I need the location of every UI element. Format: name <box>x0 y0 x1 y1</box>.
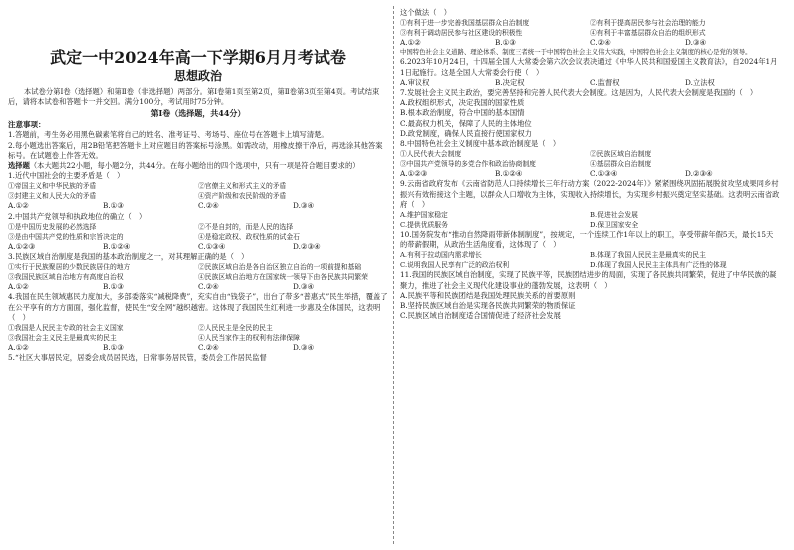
choice: A.①② <box>400 38 421 48</box>
option: ①我国是人民民主专政的社会主义国家 <box>8 324 124 333</box>
option: ④基层群众自治制度 <box>590 160 652 169</box>
option: ③有利于调动居民参与社区建设的积极性 <box>400 29 523 38</box>
choice-row <box>8 201 388 211</box>
choice: D.体现了我国人民民主主体具有广泛性的体现 <box>590 261 727 270</box>
choice: A.审议权 <box>400 77 430 87</box>
choice: A.①② <box>8 343 29 353</box>
choice: D.②③④ <box>293 241 321 251</box>
question-9 <box>400 179 780 230</box>
option: ①是中国历史发展的必然选择 <box>8 222 97 231</box>
option: ①人民代表大会制度 <box>400 150 462 159</box>
inserted-note: 中国特色社会主义道路、理论体系、制度三者统一于中国特色社会主义伟大实践，中国特色社会主义制度的核心是党的领导。 <box>400 48 752 57</box>
choice: B.①③ <box>495 38 516 48</box>
question-10 <box>400 230 780 270</box>
choice-row <box>400 38 780 48</box>
choice: C.说明我国人民享有广泛的政治权利 <box>400 261 510 270</box>
option: ④有利于丰富基层群众自治的组织形式 <box>590 29 706 38</box>
note-item: 2.每小题选出答案后，用2B铅笔把答题卡上对应题目的答案标号涂黑。如需改动，用橡皮擦干净后，再选涂其他答案标号。在试题卷上作答无效。 <box>8 140 383 160</box>
option: ②人民民主是全民的民主 <box>198 324 273 333</box>
question-stem: 2.中国共产党领导和执政地位的确立（ ） <box>8 211 147 221</box>
choice: B.体现了我国人民民主是最真实的民主 <box>590 251 706 260</box>
question-stem: 9.云南省政府发布《云南省防范人口持续增长三年行动方案（2022-2024年）》紧紧围绕巩固拓展脱贫攻坚成果同乡村振兴有效衔接这个主题，以群众人口增收为主体，实现收入持续增长，为实现乡村振兴奠定坚实基础。这表明云南省政府（ ） <box>400 179 780 209</box>
question-stem: 6.2023年10月24日，十四届全国人大常委会第六次会议表决通过《中华人民共和国爱国主义教育法》，自2024年1月1日起施行。这是全国人大常委会行使（ ） <box>400 57 778 77</box>
option: ③我国民族区域自治地方有高度自治权 <box>8 273 124 282</box>
option: ④民族区域自治地方在国家统一领导下由各民族共同繁荣 <box>198 273 368 282</box>
choice: C.②④ <box>590 38 611 48</box>
choice: A.①②③ <box>8 241 36 251</box>
choice: B.①②④ <box>103 241 131 251</box>
question-3 <box>8 252 388 292</box>
choice: A.有利于拉动国内需求增长 <box>400 251 482 260</box>
question-stem: 4.我国在民生领域惠民力度加大，多部委落实“减税降费”，充实自由“钱袋子”，出台了带多“普惠式”民生举措，覆盖了在公平享有的方方面面，强化监督，使民生“安全网”越织越密。这体现了我国民生红利进一步惠及全体国民，这表明（ ） <box>8 292 388 322</box>
option-list <box>8 222 388 242</box>
choice: B.①③ <box>103 282 124 292</box>
choice: D.③④ <box>293 282 314 292</box>
choice: B.①③ <box>103 201 124 211</box>
option: ①有利于进一步完善我国基层群众自治制度 <box>400 19 530 28</box>
right-column <box>400 8 780 544</box>
choice: D.立法权 <box>685 77 715 87</box>
choice: A.政权组织形式，决定我国的国家性质 <box>400 98 525 108</box>
question-5-continued: 这个做法（ ） <box>400 8 452 17</box>
option-list <box>8 262 388 282</box>
option: ④人民当家作主的权利有法律保障 <box>198 334 300 343</box>
choice: C.最高权力机关，保障了人民的主体地位 <box>400 118 532 128</box>
choice: B.①③ <box>103 343 124 353</box>
question-5-stem: 5.“社区大事居民定，居委会成员居民选，日常事务居民管，委员会工作居民监督 <box>8 353 267 363</box>
choice: B.坚持民族区域自治是实现各民族共同繁荣的物质保证 <box>400 301 576 311</box>
choice: A.①② <box>8 201 29 211</box>
question-stem: 8.中国特色社会主义制度中基本政治制度是（ ） <box>400 139 561 149</box>
option-list <box>400 18 780 38</box>
question-4 <box>8 292 388 353</box>
choice-row <box>8 242 388 252</box>
choice-grid <box>400 210 780 230</box>
question-stem: 7.发展社会主义民主政治，要完善坚持和完善人民代表大会制度。这是因为，人民代表大会制度是我国的（ ） <box>400 88 758 98</box>
question-11 <box>400 270 780 321</box>
choice: C.民族区域自治制度适合国情促进了经济社会发展 <box>400 311 561 321</box>
choice: B.决定权 <box>495 77 525 87</box>
choice: A.民族平等和民族团结是我国处理民族关系的首要原则 <box>400 290 576 300</box>
choice-row <box>400 78 780 88</box>
choice: A.①②③ <box>400 169 428 179</box>
option: ①帝国主义和中华民族的矛盾 <box>8 182 97 191</box>
column-divider <box>393 6 394 544</box>
mc-label: 选择题 <box>8 161 30 171</box>
choice: A.维护国家稳定 <box>400 211 448 220</box>
choice: C.提供优质服务 <box>400 221 448 230</box>
choice: A.①② <box>8 282 29 292</box>
choice: C.监督权 <box>590 77 620 87</box>
option: ②民族区域自治是各自治区独立自治的一项前提和基础 <box>198 263 362 272</box>
question-stem: 3.民族区域自治制度是我国的基本政治制度之一，对其理解正确的是（ ） <box>8 252 249 262</box>
mc-instructions <box>8 161 388 171</box>
choice-row <box>400 169 780 179</box>
option-list <box>8 181 388 201</box>
choice-row <box>8 343 388 353</box>
notes-title: 注意事项： <box>8 120 46 130</box>
choice: D.③④ <box>685 38 706 48</box>
question-8 <box>400 139 780 179</box>
choice: D.②③④ <box>685 169 713 179</box>
option: ②有利于提高居民参与社会治理的能力 <box>590 19 706 28</box>
option: ③封建主义和人民大众的矛盾 <box>8 192 97 201</box>
choice: C.②④ <box>198 282 219 292</box>
choice: C.①③④ <box>590 169 618 179</box>
question-6 <box>400 57 780 88</box>
option: ②民族区域自治制度 <box>590 150 652 159</box>
choice-row <box>8 282 388 292</box>
choice: D.③④ <box>293 201 314 211</box>
exam-intro: 本试卷分第Ⅰ卷（选择题）和第Ⅱ卷（非选择题）两部分。第Ⅰ卷第1页至第2页，第Ⅱ卷第3页至第4页。考试结束后，请将本试卷和答题卡一并交回。满分100分，考试用时75分钟。 <box>8 87 380 107</box>
choice: B.根本政治制度，符合中国的基本国情 <box>400 108 525 118</box>
option: ③中国共产党领导的多党合作和政治协商制度 <box>400 160 536 169</box>
choice: D.③④ <box>293 343 314 353</box>
option: ④是稳定政权、政权性质的试金石 <box>198 232 300 241</box>
choice: B.①②④ <box>495 169 523 179</box>
option: ②官僚主义和形式主义的矛盾 <box>198 182 287 191</box>
option: ①实行于民族聚居的少数民族居住的地方 <box>8 263 131 272</box>
option: ③是由中国共产党的性质和宗旨决定的 <box>8 232 124 241</box>
note-item: 1.答题前，考生务必用黑色碳素笔将自己的姓名、准考证号、考场号、座位号在答题卡上填写清楚。 <box>8 130 329 140</box>
question-stem: 10.国务院发布“推动自然降雨带新体制制度”，按规定，一个连续工作1年以上的职工，享受带薪年假5天，最长15天的带薪假期，从政治生活角度看，这体现了（ ） <box>400 230 774 250</box>
choice: D.政党制度，确保人民直接行使国家权力 <box>400 128 532 138</box>
choice-grid <box>400 250 780 270</box>
choice: C.②④ <box>198 201 219 211</box>
choice: C.①③④ <box>198 241 226 251</box>
exam-subject: 思想政治 <box>173 69 222 83</box>
option: ④资产阶级和农民阶级的矛盾 <box>198 192 287 201</box>
exam-title: 武定一中2024年高一下学期6月月考试卷 <box>50 48 346 67</box>
choice: D.保卫国家安全 <box>590 221 639 230</box>
option: ③我国社会主义民主是最真实的民主 <box>8 334 117 343</box>
option-list <box>400 149 780 169</box>
question-7 <box>400 88 780 139</box>
question-stem: 11.我国的民族区域自治制度，实现了民族平等，民族团结进步的局面，实现了各民族共同繁荣，促进了中华民族的凝聚力，推进了社会主义现代化建设事业的蓬勃发展，这表明（ ） <box>400 270 777 290</box>
choice: C.②④ <box>198 343 219 353</box>
option-list <box>8 323 388 343</box>
option: ②不是自封的，而是人民的选择 <box>198 222 294 231</box>
question-2 <box>8 212 388 252</box>
question-stem: 1.近代中国社会的主要矛盾是（ ） <box>8 171 125 181</box>
mc-intro-text: （本大题共22小题，每小题2分，共44分。在每小题给出的四个选项中，只有一项是符合题目要求的） <box>29 161 360 171</box>
question-1 <box>8 171 388 211</box>
choice: B.促进社会发展 <box>590 211 638 220</box>
section-heading: 第Ⅰ卷（选择题，共44分） <box>150 108 246 119</box>
left-column <box>8 8 388 544</box>
